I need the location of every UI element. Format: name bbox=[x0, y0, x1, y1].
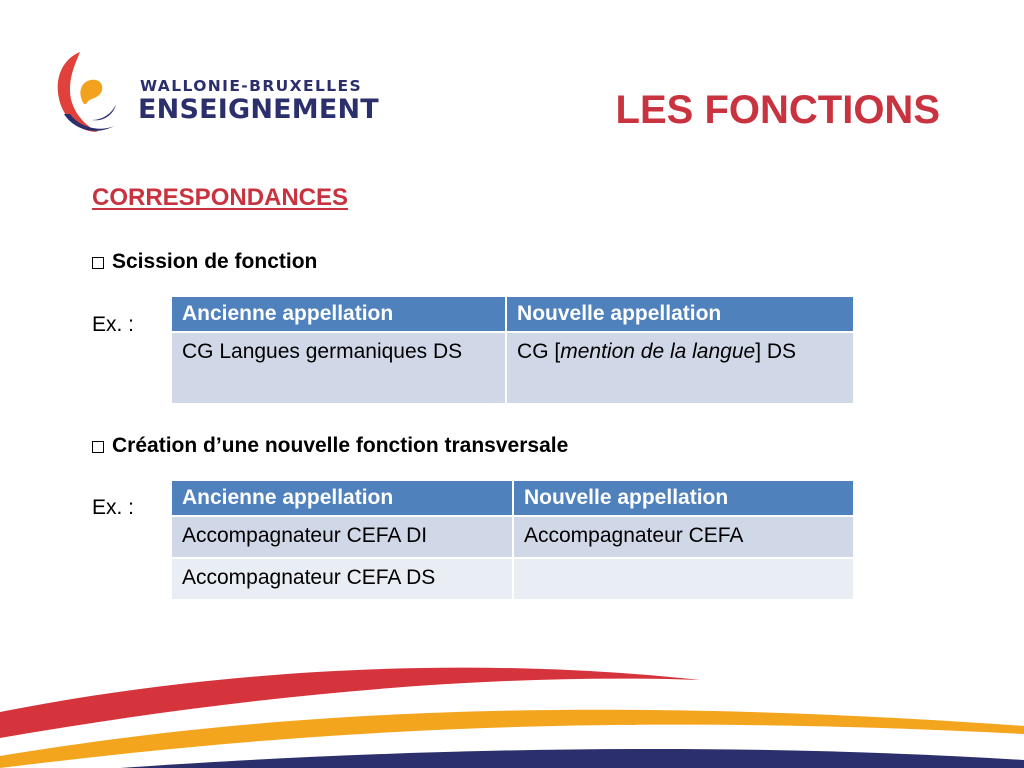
cell-new-name bbox=[507, 333, 853, 403]
cell-old-name: Accompagnateur CEFA DS bbox=[172, 559, 512, 599]
header-new-name: Nouvelle appellation bbox=[514, 481, 853, 515]
cell-new-prefix: CG [ bbox=[517, 340, 561, 363]
cell-new-name: Accompagnateur CEFA bbox=[514, 517, 853, 557]
logo-mark-icon bbox=[52, 48, 132, 138]
bullet-creation bbox=[92, 434, 568, 458]
cell-old-name: Accompagnateur CEFA DI bbox=[172, 517, 512, 557]
cell-new-name bbox=[514, 559, 853, 599]
table-row bbox=[172, 559, 853, 599]
header-old-name: Ancienne appellation bbox=[172, 481, 512, 515]
table-creation bbox=[170, 479, 855, 601]
slide-title: LES FONCTIONS bbox=[615, 88, 940, 132]
header-old-name: Ancienne appellation bbox=[172, 297, 505, 331]
checkbox-bullet-icon bbox=[92, 441, 104, 453]
cell-new-italic: mention de la langue bbox=[560, 340, 756, 363]
table-scission bbox=[170, 295, 855, 405]
bullet-creation-label: Création d’une nouvelle fonction transversale bbox=[112, 434, 569, 457]
decorative-swoosh bbox=[0, 640, 1024, 768]
cell-new-suffix: ] DS bbox=[755, 340, 797, 363]
checkbox-bullet-icon bbox=[92, 257, 104, 269]
header-new-name: Nouvelle appellation bbox=[507, 297, 853, 331]
logo bbox=[52, 48, 382, 138]
brand-line-1: WALLONIE-BRUXELLES bbox=[140, 77, 363, 95]
brand-line-2: ENSEIGNEMENT bbox=[138, 94, 379, 125]
table-row bbox=[172, 517, 853, 557]
table-row bbox=[172, 333, 853, 403]
section-heading: CORRESPONDANCES bbox=[92, 184, 349, 211]
cell-old-name: CG Langues germaniques DS bbox=[172, 333, 505, 403]
bullet-scission bbox=[92, 250, 317, 274]
table-header-row bbox=[172, 481, 853, 515]
example-label-2: Ex. : bbox=[92, 496, 135, 519]
example-label-1: Ex. : bbox=[92, 313, 135, 336]
bullet-scission-label: Scission de fonction bbox=[112, 250, 318, 273]
table-header-row bbox=[172, 297, 853, 331]
